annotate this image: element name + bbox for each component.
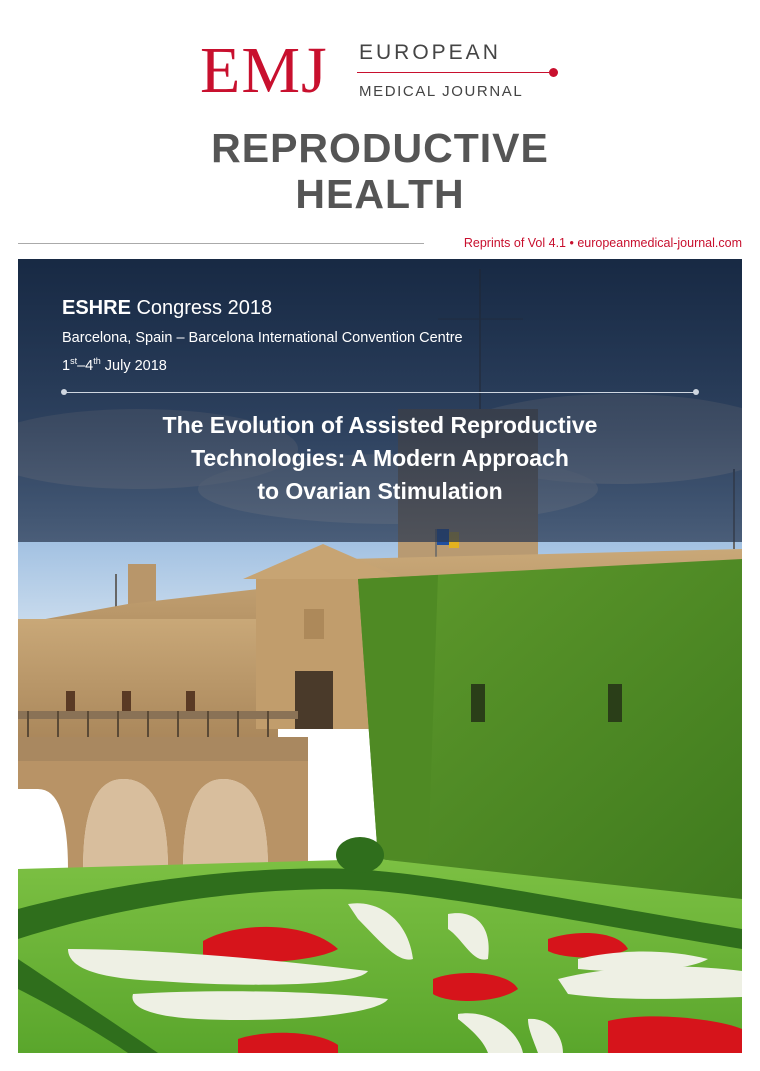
journal-title-line2: HEALTH bbox=[295, 171, 465, 217]
congress-dates bbox=[62, 356, 167, 374]
article-title-line1: The Evolution of Assisted Reproductive bbox=[162, 412, 598, 438]
reprints-line: Reprints of Vol 4.1 • europeanmedical-journal.com bbox=[463, 236, 742, 250]
divider-dot-right bbox=[693, 389, 699, 395]
article-title-line2: Technologies: A Modern Approach bbox=[191, 445, 569, 471]
cover-photo bbox=[18, 259, 742, 1053]
journal-title bbox=[0, 125, 760, 217]
date-sup2: th bbox=[93, 356, 101, 366]
date-sup1: st bbox=[70, 356, 78, 366]
emj-logo-letters: EMJ bbox=[200, 34, 328, 107]
logo-rule bbox=[357, 72, 549, 73]
date-day2: –4 bbox=[77, 357, 94, 374]
journal-title-line1: REPRODUCTIVE bbox=[211, 125, 549, 171]
date-day1: 1 bbox=[62, 357, 71, 374]
congress-venue: Barcelona, Spain – Barcelona International Convention Centre bbox=[62, 330, 463, 346]
congress-name-rest: Congress 2018 bbox=[130, 297, 273, 319]
logo-dot bbox=[549, 68, 558, 77]
masthead bbox=[0, 0, 760, 255]
congress-name-bold: ESHRE bbox=[62, 297, 131, 319]
divider-dot-left bbox=[61, 389, 67, 395]
header-rule bbox=[18, 243, 424, 244]
logo-word-european: EUROPEAN bbox=[359, 41, 501, 64]
event-banner bbox=[18, 259, 742, 542]
congress-name bbox=[62, 297, 272, 320]
banner-divider bbox=[64, 392, 696, 393]
article-title-line3: to Ovarian Stimulation bbox=[257, 478, 503, 504]
date-rest: July 2018 bbox=[100, 357, 167, 374]
article-title bbox=[18, 409, 742, 508]
logo-word-medical-journal: MEDICAL JOURNAL bbox=[359, 83, 524, 100]
